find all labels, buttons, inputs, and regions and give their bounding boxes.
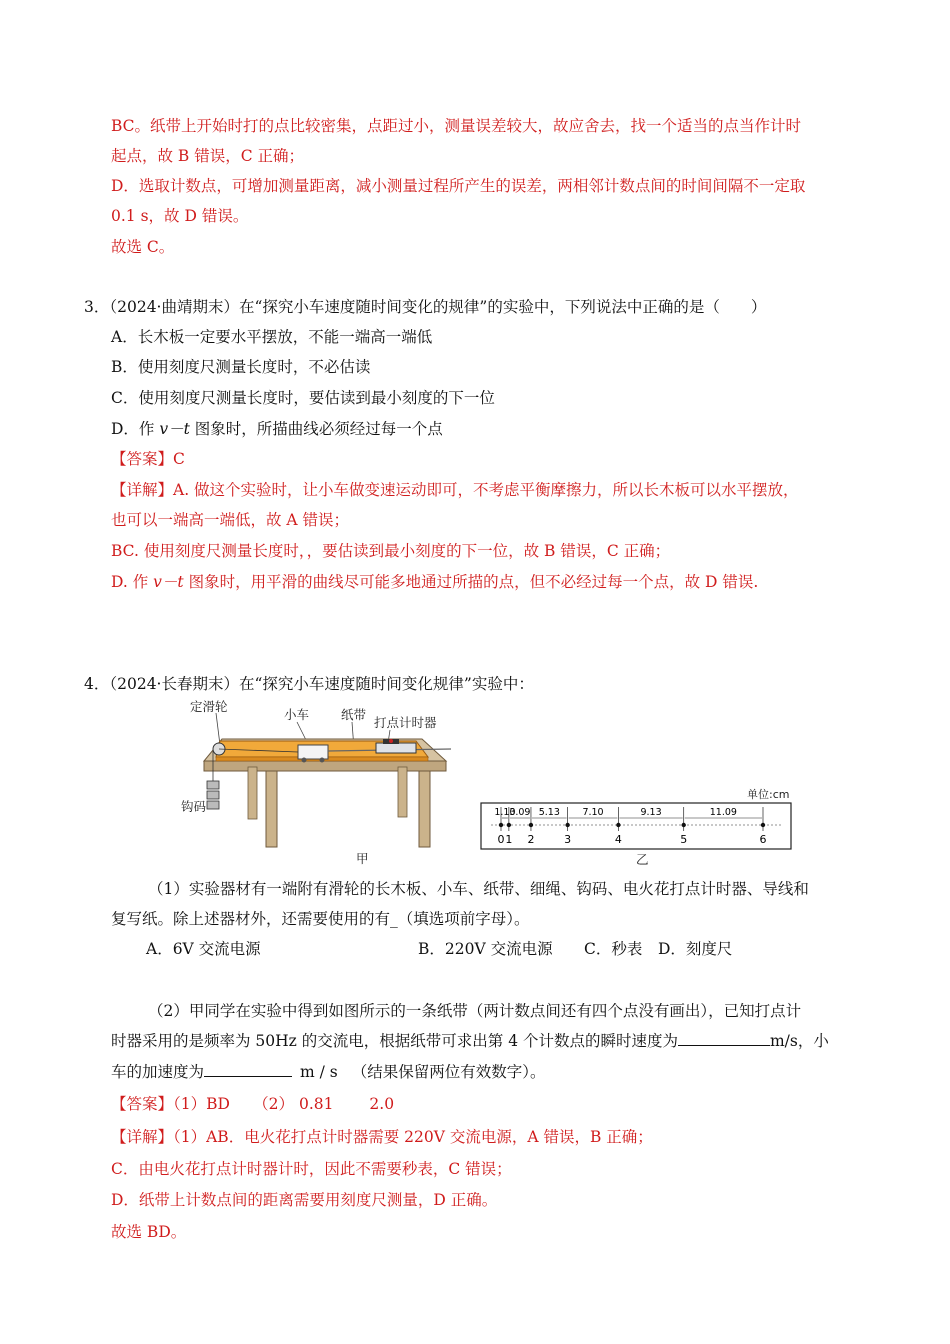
tape-point-dot (616, 823, 620, 827)
label-weight: 钩码 (181, 799, 207, 814)
label-pulley: 定滑轮 (190, 699, 228, 714)
q4-option-a: A．6V 交流电源 (146, 940, 261, 958)
label-tape: 纸带 (341, 707, 367, 722)
q4-stem: 4．（2024·长春期末）在“探究小车速度随时间变化规律”实验中： (84, 675, 534, 693)
q3-answer: 【答案】C (111, 450, 185, 468)
tape-segment-label: 5.13 (538, 807, 560, 818)
q4-part2-line2: 时器采用的是频率为 50Hz 的交流电，根据纸带可求出第 4 个计数点的瞬时速度为 m/s，小 (111, 1032, 829, 1050)
tape-point-dot (499, 823, 503, 827)
prev-answer-line-3: D．选取计数点，可增加测量距离，减小测量过程所产生的误差，两相邻计数点间的时间间隔不一定取 (111, 177, 806, 195)
q4-option-c: C．秒表 (584, 940, 643, 958)
prev-answer-line-1: BC。纸带上开始时打的点比较密集，点距过小，测量误差较大，故应舍去，找一个适当的点当作计时 (111, 117, 802, 135)
apparatus-figure (176, 697, 466, 869)
answer-blank-velocity[interactable] (678, 1031, 770, 1046)
prev-answer-conclusion: 故选 C。 (111, 238, 175, 256)
tape-segment-label: 11.09 (709, 807, 737, 818)
tape-unit-label: 单位:cm (747, 788, 790, 801)
prev-answer-line-4: 0.1 s，故 D 错误。 (111, 207, 249, 225)
tape-segment-label: 1.10 (494, 807, 516, 818)
q4-part2-line1: （2）甲同学在实验中得到如图所示的一条纸带（两计数点间还有四个点没有画出），已知打点计 (148, 1002, 802, 1020)
tape-point-label: 3 (564, 833, 572, 846)
q3-explanation-2: 也可以一端高一端低，故 A 错误； (111, 511, 350, 529)
prev-answer-line-2: 起点，故 B 错误，C 正确； (111, 147, 305, 165)
tape-point-label: 1 (505, 833, 513, 846)
tape-segment-label: 3.09 (509, 807, 531, 818)
q4-explanation-1: 【详解】（1）AB．电火花打点计时器需要 220V 交流电源，A 错误，B 正确； (111, 1128, 653, 1146)
q3-option-a: A．长木板一定要水平摆放，不能一端高一端低 (111, 328, 433, 346)
q4-explanation-3: D．纸带上计数点间的距离需要用刻度尺测量，D 正确。 (111, 1191, 498, 1209)
tape-segment-label: 9.13 (640, 807, 662, 818)
answer-blank-acceleration[interactable] (204, 1062, 292, 1077)
label-timer: 打点计时器 (374, 715, 437, 730)
q3-stem: 3．（2024·曲靖期末）在“探究小车速度随时间变化的规律”的实验中，下列说法中正确的是（ ） (84, 298, 767, 316)
q4-explanation-4: 故选 BD。 (111, 1223, 187, 1241)
tape-segment-label: 7.10 (582, 807, 604, 818)
tape-point-label: 5 (680, 833, 688, 846)
tape-point-dot (681, 823, 685, 827)
figure-caption-jia: 甲 (356, 851, 369, 866)
tape-point-label: 6 (759, 833, 767, 846)
paper-tape-figure (476, 781, 798, 869)
tape-point-dot (507, 823, 511, 827)
q4-option-b: B．220V 交流电源 (418, 940, 553, 958)
label-cart: 小车 (284, 707, 310, 722)
q4-part1-line2: 复写纸。除上述器材外，还需要使用的有_（填选项前字母）。 (111, 910, 530, 928)
q3-explanation-3: BC. 使用刻度尺测量长度时，，要估读到最小刻度的下一位，故 B 错误，C 正确； (111, 542, 671, 560)
tape-point-label: 4 (614, 833, 622, 846)
q3-option-d: D．作 v－t 图象时，所描曲线必须经过每一个点 (111, 420, 443, 438)
q4-option-d: D．刻度尺 (658, 940, 733, 958)
q4-part2-line3: 车的加速度为 m / s （结果保留两位有效数字）。 (111, 1063, 546, 1081)
q4-part1-line1: （1）实验器材有一端附有滑轮的长木板、小车、纸带、细绳、钩码、电火花打点计时器、导线和 (148, 880, 809, 898)
q3-explanation-4: D. 作 v－t 图象时，用平滑的曲线尽可能多地通过所描的点，但不必经过每一个点，故 D 错误. (111, 573, 759, 591)
tape-point-label: 0 (497, 833, 505, 846)
tape-point-dot (529, 823, 533, 827)
q3-explanation-1: 【详解】A. 做这个实验时，让小车做变速运动即可，不考虑平衡摩擦力，所以长木板可以水平摆放， (111, 481, 799, 499)
tape-point-dot (565, 823, 569, 827)
tape-point-dot (761, 823, 765, 827)
tape-point-label: 2 (527, 833, 535, 846)
q4-answer: 【答案】（1）BD （2） 0.81 2.0 (111, 1095, 395, 1113)
q4-explanation-2: C．由电火花打点计时器计时，因此不需要秒表，C 错误； (111, 1160, 512, 1178)
q3-option-c: C．使用刻度尺测量长度时，要估读到最小刻度的下一位 (111, 389, 495, 407)
q3-option-b: B．使用刻度尺测量长度时，不必估读 (111, 358, 371, 376)
figure-caption-yi: 乙 (636, 852, 649, 867)
